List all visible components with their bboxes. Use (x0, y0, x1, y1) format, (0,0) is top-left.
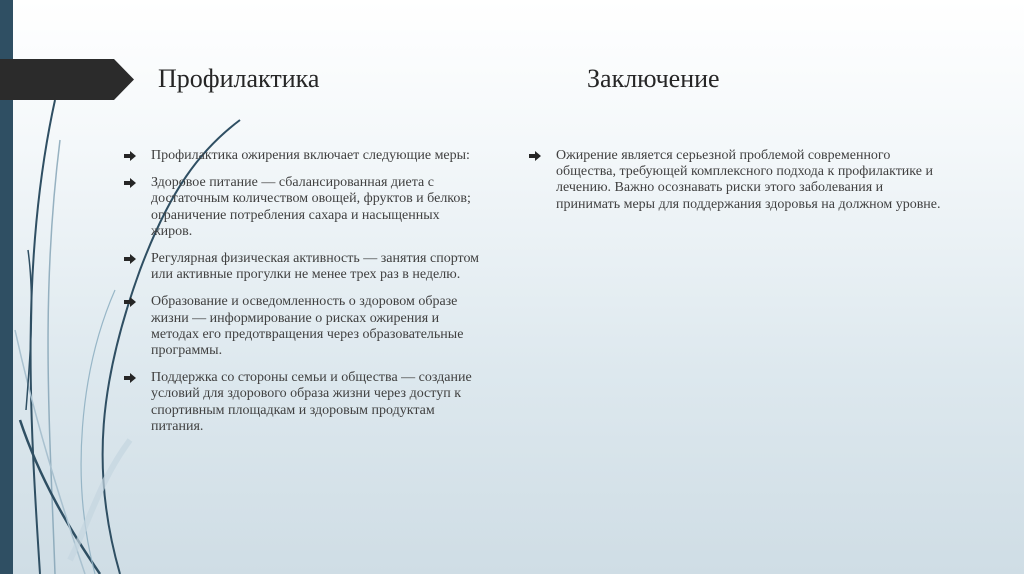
list-item (124, 148, 484, 164)
arrow-bullet-icon (124, 151, 136, 161)
arrow-bullet-icon (529, 151, 541, 161)
list-item (124, 175, 484, 240)
arrow-bullet-icon (124, 254, 136, 264)
list-item (124, 251, 484, 283)
list-item (124, 370, 484, 435)
list-item-text: Образование и осведомленность о здоровом образе жизни — информирование о рисках ожирения и методах его предотвращения через образовательные программы. (151, 294, 464, 359)
arrow-bullet-icon (124, 373, 136, 383)
list-item-text: Регулярная физическая активность — занятия спортом или активные прогулки не менее трех раз в неделю. (151, 251, 480, 283)
heading-prevention: Профилактика (158, 64, 320, 93)
prevention-list (124, 148, 484, 446)
list-item-text: Здоровое питание — сбалансированная диета с достаточным количеством овощей, фруктов и белков; ограничение потребления сахара и насыщенных жиров. (151, 175, 471, 239)
list-item-text: Профилактика ожирения включает следующие меры: (151, 148, 470, 163)
list-item (124, 294, 484, 359)
heading-conclusion: Заключение (587, 64, 720, 93)
arrow-bullet-icon (124, 178, 136, 188)
list-item-text: Ожирение является серьезной проблемой современного общества, требующей комплексного подхода к профилактике и лечению. Важно осознавать риски этого заболевания и принимать меры для поддержания здоровья на должном уровне. (556, 148, 941, 212)
conclusion-list (529, 148, 949, 224)
list-item (529, 148, 949, 213)
title-arrow-tab (0, 59, 134, 100)
arrow-bullet-icon (124, 297, 136, 307)
list-item-text: Поддержка со стороны семьи и общества — создание условий для здорового образа жизни через доступ к спортивным площадкам и здоровым продуктам питания. (151, 370, 472, 434)
